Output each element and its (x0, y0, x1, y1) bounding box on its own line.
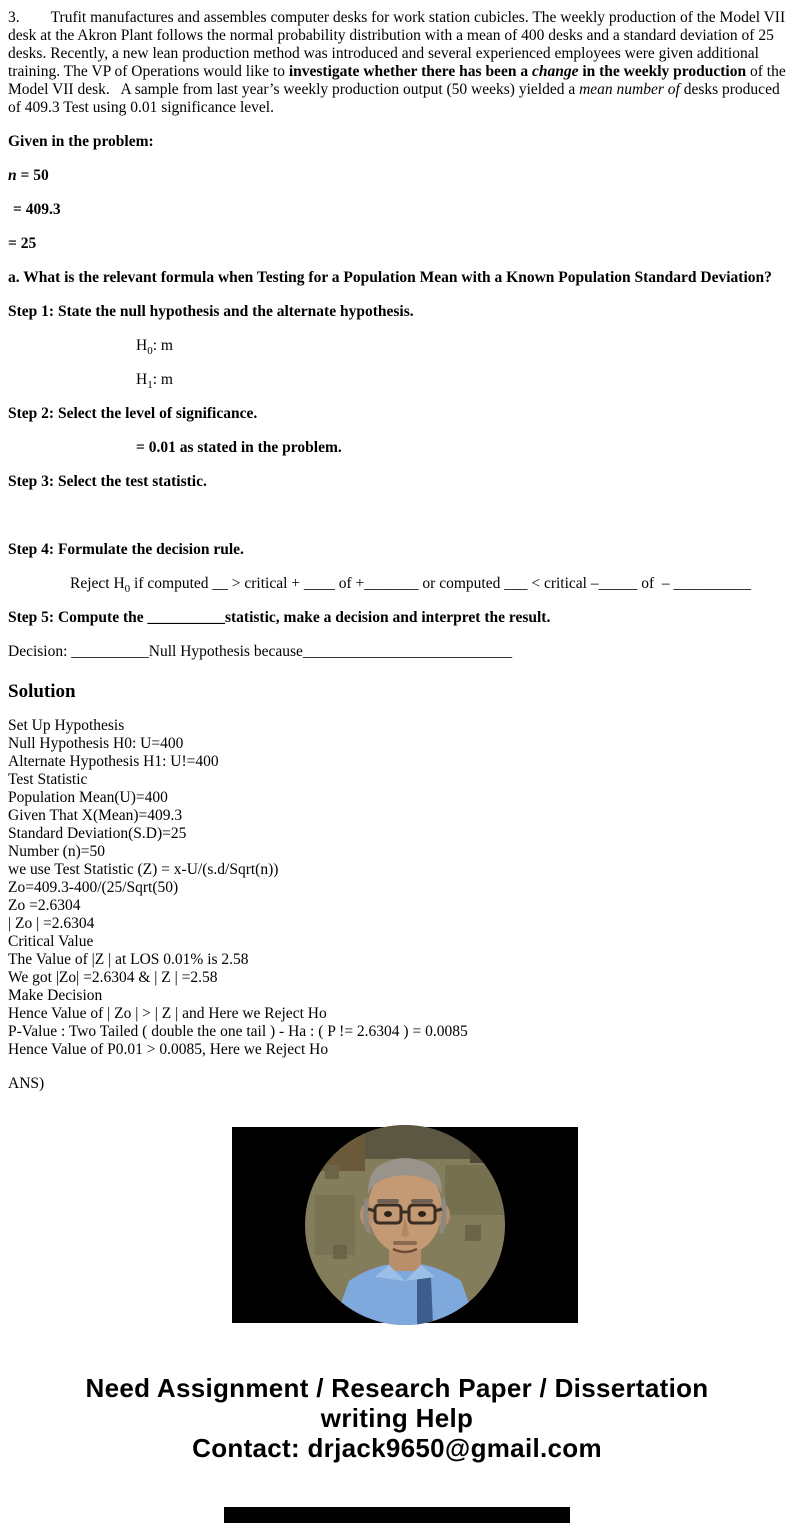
n-value: = 50 (16, 167, 49, 184)
problem-bold-2: in the weekly production (578, 63, 747, 80)
step1-heading: Step 1: State the null hypothesis and the alternate hypothesis. (8, 303, 414, 320)
solution-line: Make Decision (8, 987, 103, 1004)
tutor-photo-section (8, 1125, 794, 1325)
h0-subscript: 0 (147, 345, 153, 358)
problem-bold-italic: change (531, 63, 579, 80)
footer-promo (8, 1373, 786, 1463)
problem-regular-2: of the Model VII desk. A sample from last year’s weekly production output (50 weeks) yielded a (8, 63, 786, 98)
h1-base: H (136, 371, 148, 388)
problem-paragraph (8, 9, 786, 117)
h0-line (8, 337, 786, 358)
solution-line: Number (n)=50 (8, 843, 105, 860)
footer-line-2: writing Help (320, 1403, 474, 1433)
tutor-photo-illustration (305, 1125, 505, 1325)
problem-italic-1: mean number of (579, 81, 680, 98)
solution-line: Critical Value (8, 933, 94, 950)
step5-heading: Step 5: Compute the __________statistic, make a decision and interpret the result. (8, 609, 551, 626)
solution-line: P-Value : Two Tailed ( double the one tail ) - Ha : ( P != 2.6304 ) = 0.0085 (8, 1023, 468, 1040)
reject-subscript: 0 (124, 583, 131, 596)
problem-regular-3: desks produced of 409.3 Test using 0.01 significance level. (8, 81, 780, 116)
step2-heading: Step 2: Select the level of significance. (8, 405, 258, 422)
problem-intro-text: Trufit manufactures and assembles computer desks for work station cubicles. The weekly production of the Model VII desk at the Akron Plant follows the normal probability distribution with a mean of 400 desks and a standard deviation of 25 desks. Recently, a new lean production method was introduced and several experienced employees were given additional training. The VP of Operations would like to (8, 9, 786, 80)
footer-line-1: Need Assignment / Research Paper / Dissertation (85, 1373, 709, 1403)
solution-line: | Zo | =2.6304 (8, 915, 95, 932)
solution-heading: Solution (8, 681, 76, 702)
h0-rest: : m (152, 337, 173, 354)
reject-rest: if computed __ > critical + ____ of +_______ or computed ___ < critical –_____ of – __________ (130, 575, 752, 592)
h1-line (8, 371, 786, 392)
solution-line: Set Up Hypothesis (8, 717, 125, 734)
solution-line: Zo =2.6304 (8, 897, 81, 914)
solution-line: Standard Deviation(S.D)=25 (8, 825, 187, 842)
decision-rule-line (8, 575, 786, 596)
solution-line: Test Statistic (8, 771, 88, 788)
n-symbol: n (8, 167, 17, 184)
given-heading: Given in the problem: (8, 133, 154, 150)
step4-heading: Step 4: Formulate the decision rule. (8, 541, 244, 558)
problem-bold-1: investigate whether there has been a (288, 63, 532, 80)
decision-line: Decision: __________Null Hypothesis because___________________________ (8, 643, 513, 660)
given-xbar-line: = 409.3 (13, 201, 61, 218)
given-n-line (8, 167, 786, 185)
step3-heading: Step 3: Select the test statistic. (8, 473, 207, 490)
h1-subscript: 1 (147, 379, 153, 392)
tutor-avatar (305, 1125, 505, 1325)
footer-contact-email: Contact: drjack9650@gmail.com (192, 1433, 602, 1463)
solution-line: we use Test Statistic (Z) = x-U/(s.d/Sqrt(n)) (8, 861, 279, 878)
bottom-black-strip (224, 1507, 570, 1523)
step2-detail: = 0.01 as stated in the problem. (136, 439, 342, 456)
question-a: a. What is the relevant formula when Testing for a Population Mean with a Known Population Standard Deviation? (8, 269, 772, 286)
solution-line: Alternate Hypothesis H1: U!=400 (8, 753, 219, 770)
given-sigma-line: = 25 (8, 235, 37, 252)
solution-line: We got |Zo| =2.6304 & | Z | =2.58 (8, 969, 218, 986)
solution-line: Hence Value of P0.01 > 0.0085, Here we Reject Ho (8, 1041, 329, 1058)
solution-line: Hence Value of | Zo | > | Z | and Here we Reject Ho (8, 1005, 327, 1022)
solution-block (8, 717, 786, 1059)
ans-label: ANS) (8, 1075, 45, 1092)
solution-line: Given That X(Mean)=409.3 (8, 807, 183, 824)
solution-line: Population Mean(U)=400 (8, 789, 168, 806)
problem-number: 3. (8, 9, 20, 26)
reject-pre: Reject H (70, 575, 125, 592)
solution-line: The Value of |Z | at LOS 0.01% is 2.58 (8, 951, 249, 968)
h1-rest: : m (152, 371, 173, 388)
solution-line: Zo=409.3-400/(25/Sqrt(50) (8, 879, 179, 896)
solution-line: Null Hypothesis H0: U=400 (8, 735, 184, 752)
h0-base: H (136, 337, 148, 354)
